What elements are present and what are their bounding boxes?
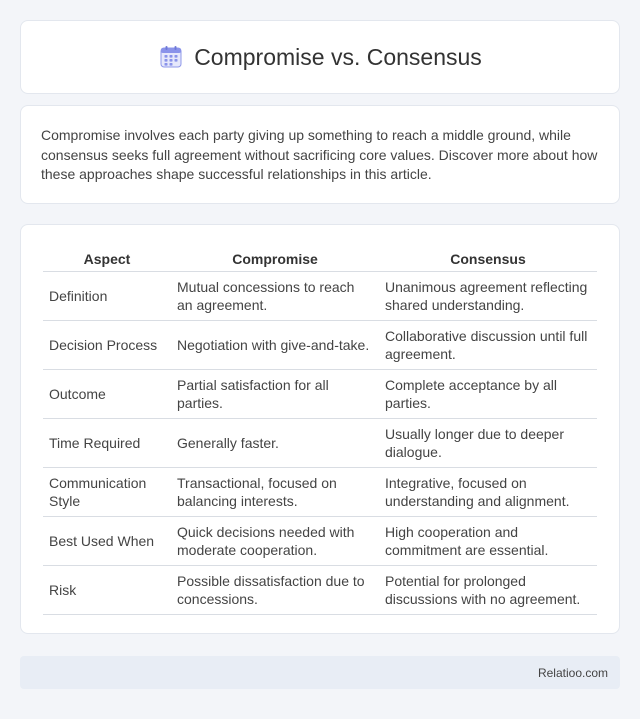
table-row	[43, 369, 597, 418]
comparison-card	[20, 224, 620, 634]
table-row	[43, 467, 597, 516]
table-row	[43, 418, 597, 467]
consensus-cell: Integrative, focused on understanding and alignment.	[379, 467, 597, 516]
footer-site-link[interactable]: Relatioo.com	[537, 665, 608, 680]
compromise-cell: Partial satisfaction for all parties.	[171, 369, 379, 418]
compromise-cell: Quick decisions needed with moderate cooperation.	[171, 516, 379, 565]
aspect-cell: Best Used When	[43, 516, 171, 565]
table-row	[43, 516, 597, 565]
aspect-cell: Communication Style	[43, 467, 171, 516]
aspect-cell: Decision Process	[43, 320, 171, 369]
consensus-cell: Unanimous agreement reflecting shared understanding.	[379, 271, 597, 320]
footer	[20, 656, 620, 689]
compromise-cell: Negotiation with give-and-take.	[171, 320, 379, 369]
compromise-cell: Generally faster.	[171, 418, 379, 467]
header-compromise: Compromise	[171, 245, 379, 271]
aspect-cell: Time Required	[43, 418, 171, 467]
compromise-cell: Possible dissatisfaction due to concessions.	[171, 565, 379, 614]
intro-text: Compromise involves each party giving up something to reach a middle ground, while consensus seeks full agreement without sacrificing core values. Discover more about how these approaches shape successful relationships in this article.	[41, 127, 598, 182]
consensus-cell: High cooperation and commitment are essential.	[379, 516, 597, 565]
table-row	[43, 565, 597, 614]
aspect-cell: Outcome	[43, 369, 171, 418]
consensus-cell: Usually longer due to deeper dialogue.	[379, 418, 597, 467]
intro-card	[20, 105, 620, 204]
aspect-cell: Risk	[43, 565, 171, 614]
header-consensus: Consensus	[379, 245, 597, 271]
table-header-row	[43, 245, 597, 271]
header-aspect: Aspect	[43, 245, 171, 271]
consensus-cell: Complete acceptance by all parties.	[379, 369, 597, 418]
compromise-cell: Transactional, focused on balancing interests.	[171, 467, 379, 516]
compromise-cell: Mutual concessions to reach an agreement.	[171, 271, 379, 320]
page-title: Compromise vs. Consensus	[194, 43, 482, 70]
consensus-cell: Potential for prolonged discussions with no agreement.	[379, 565, 597, 614]
aspect-cell: Definition	[43, 271, 171, 320]
title-card	[20, 20, 620, 94]
calendar-icon	[158, 44, 184, 70]
table-row	[43, 320, 597, 369]
comparison-table	[43, 245, 597, 615]
table-row	[43, 271, 597, 320]
consensus-cell: Collaborative discussion until full agreement.	[379, 320, 597, 369]
